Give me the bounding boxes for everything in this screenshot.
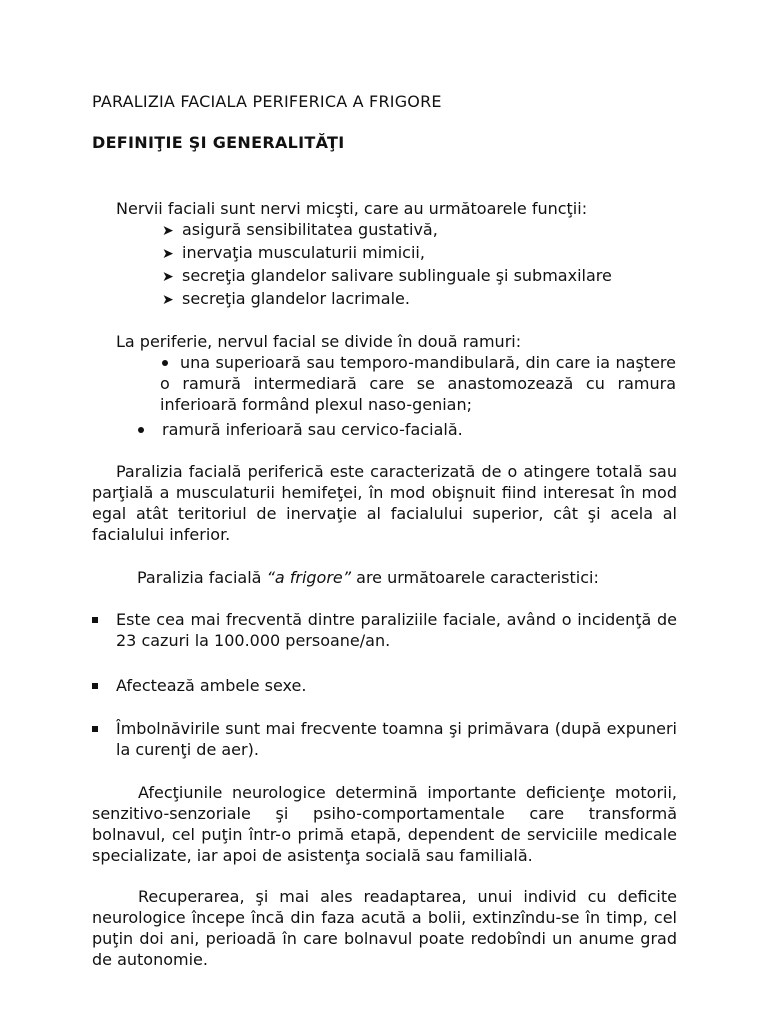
arrow-bullet-icon: ➤ xyxy=(162,269,174,285)
characteristics-intro: Paralizia facială “a frigore” are următoarele caracteristici: xyxy=(137,568,599,587)
branch-item-inferior: ramură inferioară sau cervico-facială. xyxy=(162,420,463,439)
square-bullet-icon xyxy=(92,675,104,695)
characteristic-item: Afectează ambele sexe. xyxy=(116,676,307,695)
document-title: PARALIZIA FACIALA PERIFERICA A FRIGORE xyxy=(92,92,442,111)
recovery-paragraph: Recuperarea, şi mai ales readaptarea, unui individ cu deficite neurologice începe încă din faza acută a bolii, extinzîndu-se în timp, cel puţin doi ani, perioadă în care bolnavul poate redobîndi un anume grad de autonomie. xyxy=(92,887,677,969)
function-item: ➤ secreţia glandelor lacrimale. xyxy=(162,288,410,311)
section-heading: DEFINIŢIE ŞI GENERALITĂŢI xyxy=(92,133,345,152)
function-item: ➤ asigură sensibilitatea gustativă, xyxy=(162,219,438,242)
intro-paragraph: Nervii faciali sunt nervi micşti, care au următoarele funcţii: xyxy=(116,199,588,218)
function-item: ➤ inervaţia musculaturii mimicii, xyxy=(162,242,425,265)
arrow-bullet-icon: ➤ xyxy=(162,246,174,262)
branches-intro: La periferie, nervul facial se divide în două ramuri: xyxy=(116,332,522,351)
function-item: ➤ secreţia glandelor salivare sublinguale şi submaxilare xyxy=(162,265,612,288)
square-bullet-icon xyxy=(92,609,104,629)
characteristic-item: Îmbolnăvirile sunt mai frecvente toamna şi primăvara (după expuneri la curenţi de aer). xyxy=(116,719,677,759)
arrow-bullet-icon: ➤ xyxy=(162,292,174,308)
branch-item-superior: una superioară sau temporo-mandibulară, din care ia naştere o ramură intermediară care se anastomozează cu ramura inferioară formând plexul naso-genian; xyxy=(160,353,676,414)
characteristic-item: Este cea mai frecventă dintre paraliziile faciale, având o incidenţă de 23 cazuri la 100.000 persoane/an. xyxy=(116,610,677,650)
arrow-bullet-icon: ➤ xyxy=(162,223,174,239)
square-bullet-icon xyxy=(92,718,104,738)
definition-paragraph: Paralizia facială periferică este caracterizată de o atingere totală sau parţială a musculaturii hemifeţei, în mod obişnuit fiind interesat în mod egal atât teritoriul de inervaţie al facialului superior, cât şi acela al facialului inferior. xyxy=(92,462,677,544)
bullet-dot-icon xyxy=(136,419,148,439)
deficits-paragraph: Afecţiunile neurologice determină importante deficienţe motorii, senzitivo-senzoriale şi psiho-comportamentale care transformă bolnavul, cel puţin într-o primă etapă, dependent de serviciile medicale specializate, iar apoi de asistenţa socială sau familială. xyxy=(92,783,677,865)
